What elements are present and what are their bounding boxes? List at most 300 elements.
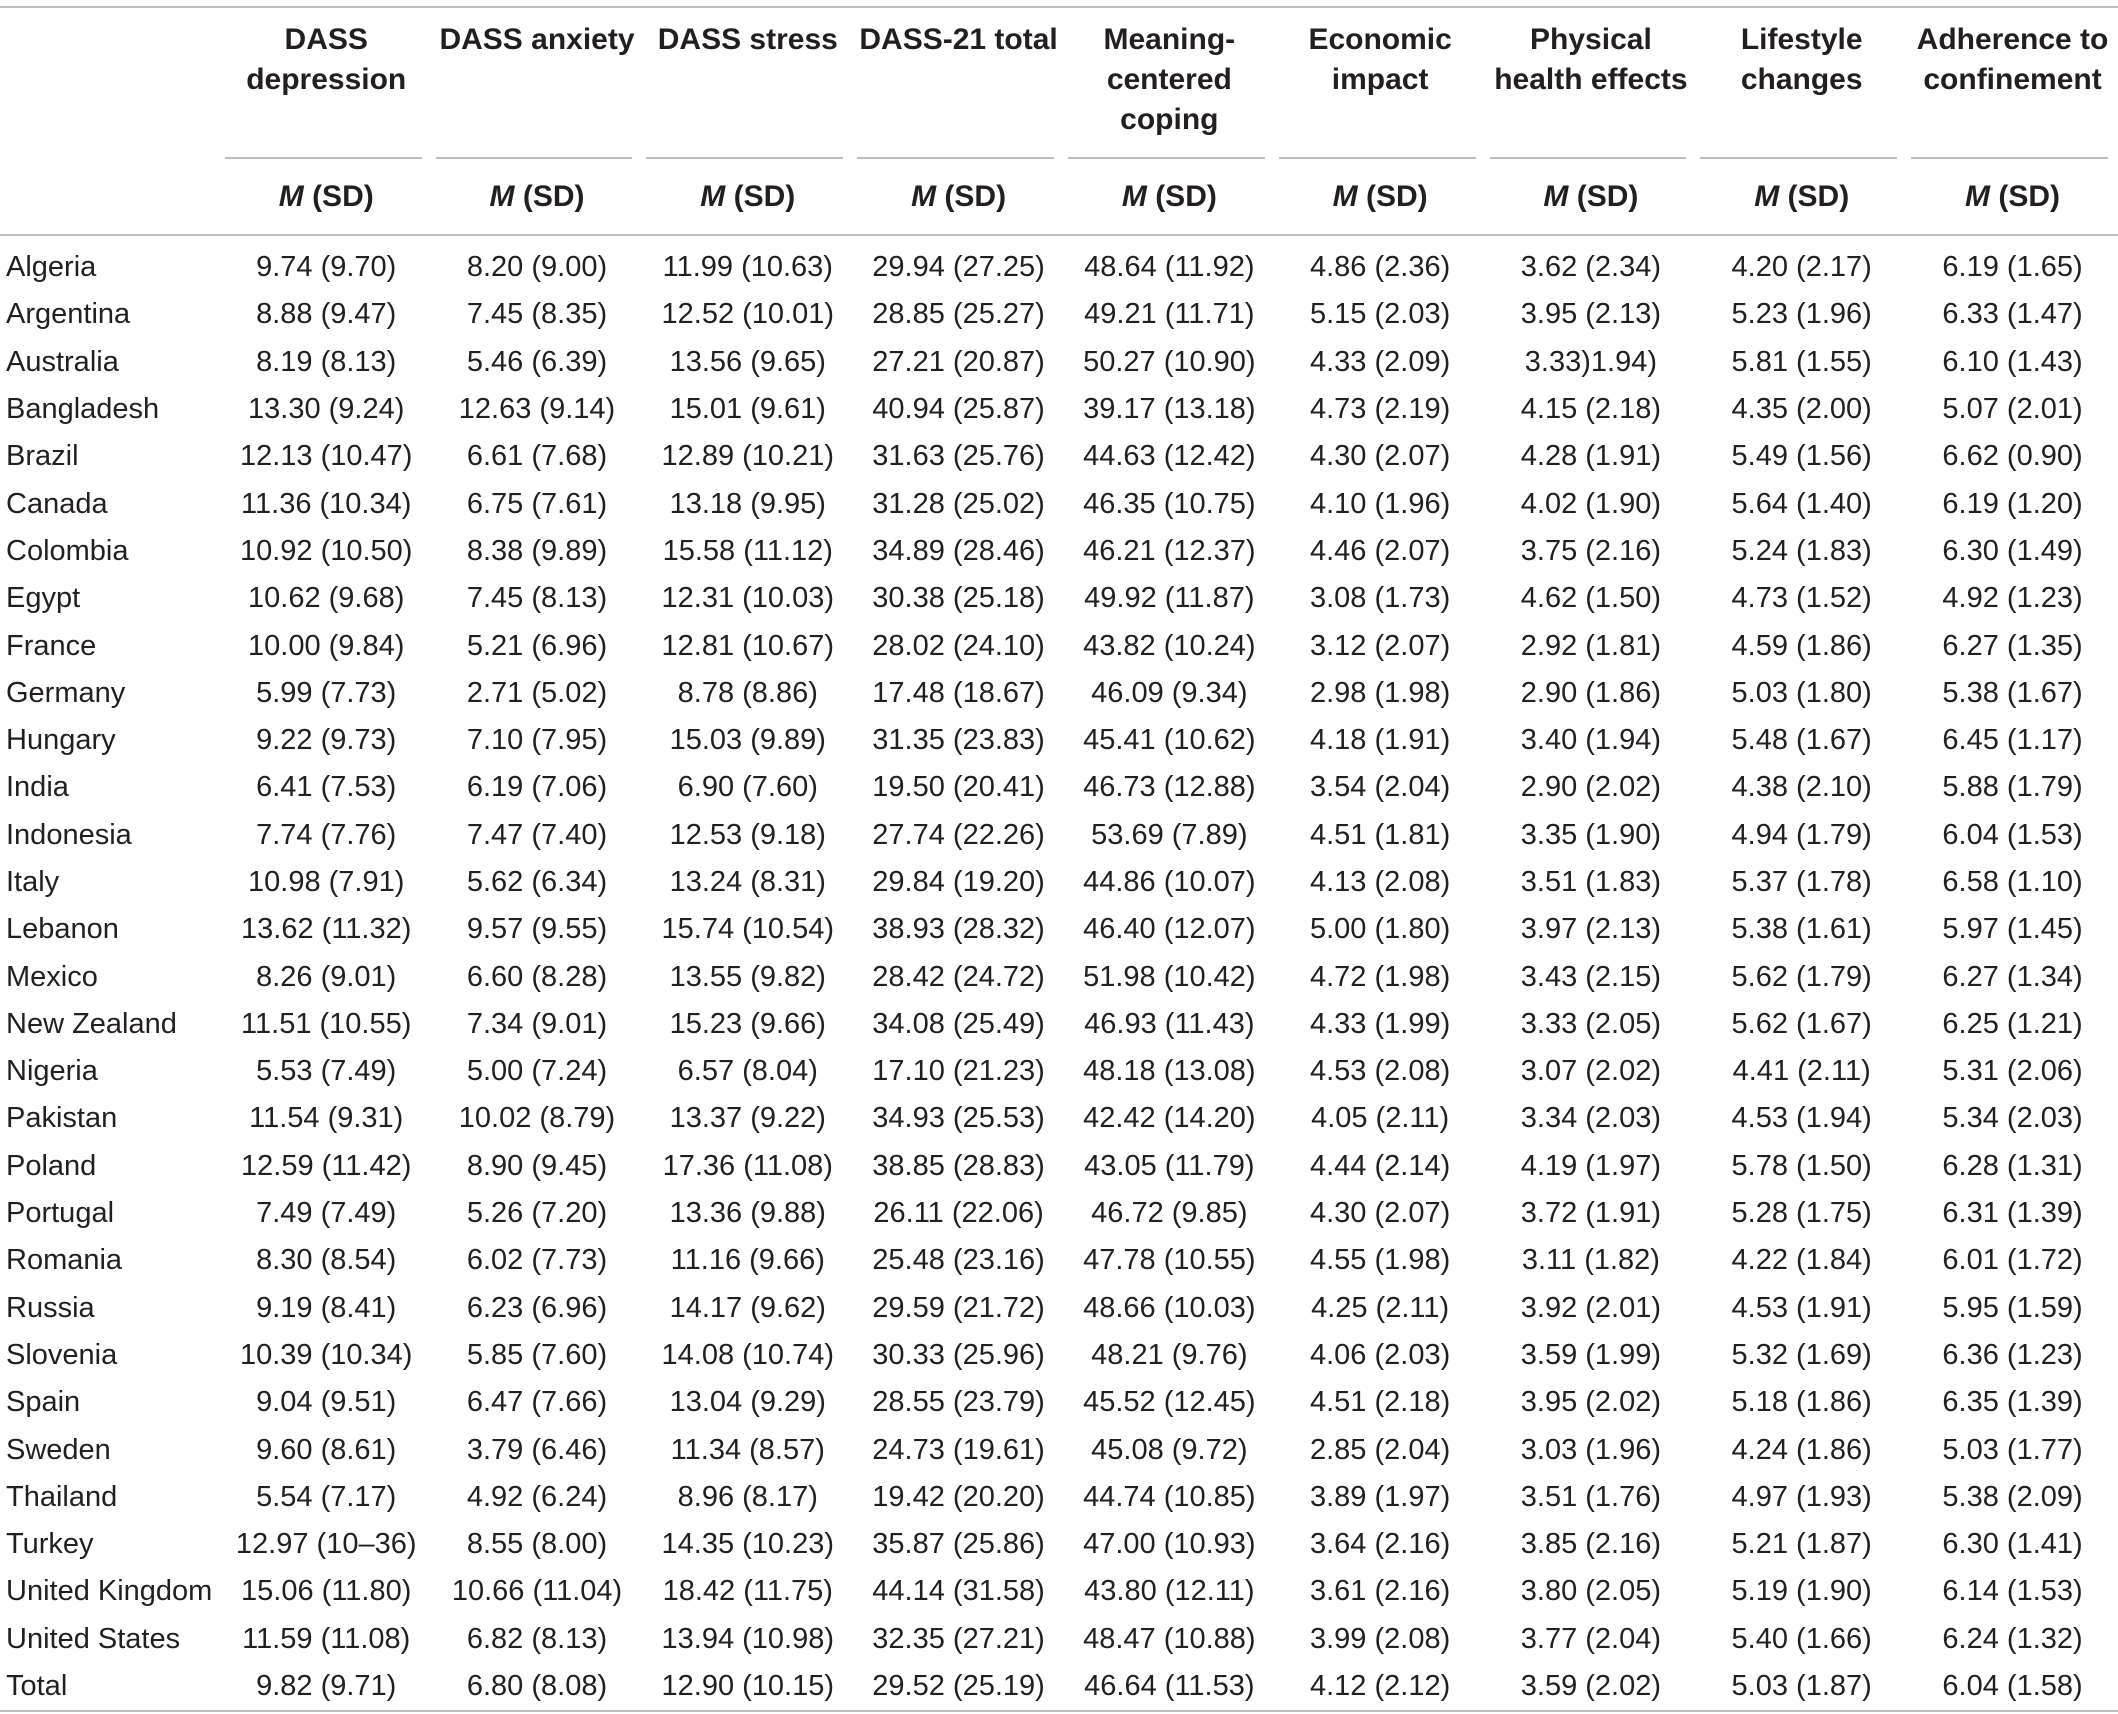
value-cell: 44.86 (10.07) [1083,866,1256,898]
column-header-label: DASS depression [246,23,407,96]
value-cell: 9.60 (8.61) [256,1433,397,1466]
value-cell: 6.57 (8.04) [677,1055,818,1088]
value-cell: 4.22 (1.84) [1731,1244,1872,1277]
value-cell: 13.30 (9.24) [248,393,405,426]
value-cell: 5.62 (6.34) [466,866,608,898]
country-cell: Australia [6,345,119,378]
value-cell: 46.40 (12.07) [1083,913,1256,946]
value-cell: 19.42 (20.20) [872,1480,1045,1513]
value-cell: 8.19 (8.13) [256,345,397,378]
subheader-sd: (SD) [733,180,796,213]
value-cell: 5.38 (1.67) [1942,676,2083,709]
value-cell: 5.26 (7.20) [466,1197,608,1230]
value-cell: 2.90 (1.86) [1520,676,1662,709]
subheader-mean-symbol: M [911,180,937,213]
value-cell: 4.25 (2.11) [1311,1291,1450,1324]
value-cell: 8.26 (9.01) [256,960,397,993]
value-cell: 11.54 (9.31) [249,1102,404,1135]
table-body [0,235,2118,1711]
value-cell: 4.73 (1.52) [1731,582,1872,615]
column-underline [646,157,843,159]
column-header-label: DASS stress [657,23,838,56]
value-cell: 3.59 (2.02) [1486,1663,1697,1711]
table-row [0,1095,2118,1142]
value-cell: 4.53 (1.94) [1731,1102,1872,1135]
value-cell: 3.12 (2.07) [1309,629,1451,662]
subheader-cell [1064,160,1275,235]
table-row [0,339,2118,386]
value-cell: 5.00 (1.80) [1309,913,1451,946]
value-cell: 15.74 (10.54) [661,913,835,946]
value-cell: 2.98 (1.98) [1309,676,1451,709]
table-row [0,1001,2118,1048]
value-cell: 47.78 (10.55) [1083,1244,1256,1277]
value-cell: 32.35 (27.21) [872,1622,1045,1655]
value-cell: 4.30 (2.07) [1309,440,1451,473]
value-cell: 31.28 (25.02) [872,487,1045,520]
value-cell: 8.78 (8.86) [677,676,818,709]
value-cell: 46.64 (11.53) [1064,1663,1275,1711]
value-cell: 6.04 (1.53) [1942,818,2083,851]
value-cell: 2.85 (2.04) [1309,1433,1451,1466]
value-cell: 13.55 (9.82) [669,960,826,993]
value-cell: 7.34 (9.01) [466,1007,608,1040]
value-cell: 6.35 (1.39) [1942,1386,2083,1419]
value-cell: 3.62 (2.34) [1520,251,1662,284]
value-cell: 4.24 (1.86) [1731,1433,1872,1466]
value-cell: 3.51 (1.83) [1520,866,1662,898]
subheader-cell [432,160,643,235]
value-cell: 38.85 (28.83) [872,1149,1045,1182]
value-cell: 10.39 (10.34) [239,1338,413,1371]
value-cell: 3.40 (1.94) [1520,724,1662,757]
country-cell: Lebanon [6,913,119,946]
value-cell: 6.47 (7.66) [466,1386,608,1419]
value-cell: 5.48 (1.67) [1731,724,1872,757]
value-cell: 4.33 (1.99) [1309,1007,1451,1040]
country-cell: Canada [6,487,108,520]
table-row [0,670,2118,717]
value-cell: 4.44 (2.14) [1309,1149,1451,1182]
value-cell: 12.81 (10.67) [661,629,835,662]
value-cell: 4.72 (1.98) [1309,960,1451,993]
value-cell: 28.55 (23.79) [872,1386,1045,1419]
value-cell: 8.38 (9.89) [466,534,608,567]
value-cell: 5.85 (7.60) [466,1338,608,1371]
country-cell: Russia [6,1291,95,1324]
country-cell: Algeria [6,251,97,284]
country-cell: Poland [6,1149,97,1182]
value-cell: 5.53 (7.49) [256,1055,397,1088]
country-cell: Argentina [6,298,131,331]
value-cell: 9.04 (9.51) [256,1386,397,1419]
country-cell: Bangladesh [6,393,160,426]
value-cell: 6.25 (1.21) [1942,1007,2083,1040]
value-cell: 3.95 (2.13) [1520,298,1662,331]
value-cell: 5.38 (2.09) [1942,1480,2083,1513]
value-cell: 5.19 (1.90) [1731,1575,1872,1608]
table-row [0,1568,2118,1615]
value-cell: 5.88 (1.79) [1942,771,2083,804]
value-cell: 8.55 (8.00) [466,1528,608,1561]
column-underline [857,157,1054,159]
table-row [0,859,2118,906]
value-cell: 4.53 (1.91) [1731,1291,1872,1324]
value-cell: 11.99 (10.63) [662,251,833,284]
value-cell: 8.88 (9.47) [256,298,397,331]
value-cell: 3.85 (2.16) [1520,1528,1662,1561]
value-cell: 5.95 (1.59) [1942,1291,2083,1324]
value-cell: 4.92 (6.24) [466,1480,608,1513]
subheader-sd: (SD) [1155,180,1217,213]
subheader-cell [853,160,1064,235]
table-total-row [0,1663,2118,1711]
value-cell: 4.12 (2.12) [1275,1663,1486,1711]
value-cell: 3.35 (1.90) [1520,818,1662,851]
value-cell: 12.59 (11.42) [241,1149,412,1182]
subheader-sd: (SD) [1787,180,1850,213]
table-row [0,291,2118,338]
value-cell: 5.81 (1.55) [1731,345,1872,378]
country-cell: Pakistan [6,1102,118,1135]
value-cell: 48.47 (10.88) [1083,1622,1256,1655]
subheader-cell [1696,160,1907,235]
table-row [0,1474,2118,1521]
subheader-cell [642,160,853,235]
value-cell: 6.31 (1.39) [1942,1197,2083,1230]
column-header [432,6,643,156]
value-cell: 10.00 (9.84) [248,629,405,662]
value-cell: 7.47 (7.40) [466,818,608,851]
value-cell: 24.73 (19.61) [872,1433,1045,1466]
value-cell: 31.63 (25.76) [872,440,1045,473]
value-cell: 5.37 (1.78) [1731,866,1872,898]
value-cell: 3.61 (2.16) [1309,1575,1451,1608]
value-cell: 6.28 (1.31) [1942,1149,2083,1182]
value-cell: 4.97 (1.93) [1731,1480,1872,1513]
value-cell: 3.34 (2.03) [1520,1102,1662,1135]
country-cell: United Kingdom [6,1575,213,1608]
value-cell: 3.75 (2.16) [1520,534,1662,567]
value-cell: 12.97 (10–36) [235,1528,417,1561]
column-header-label: Economic impact [1308,23,1452,96]
column-header [1907,6,2118,156]
value-cell: 3.97 (2.13) [1520,913,1662,946]
column-header [1486,6,1697,156]
value-cell: 8.90 (9.45) [466,1149,608,1182]
country-cell: Slovenia [6,1338,118,1371]
value-cell: 6.30 (1.41) [1942,1528,2083,1561]
value-cell: 4.55 (1.98) [1309,1244,1451,1277]
value-cell: 2.71 (5.02) [466,676,608,709]
subheader-mean-symbol: M [1754,180,1780,213]
subheader-sd: (SD) [312,180,374,213]
subheader-cell [1486,160,1697,235]
country-cell: Portugal [6,1197,115,1230]
value-cell: 11.34 (8.57) [670,1433,825,1466]
value-cell: 30.38 (25.18) [872,582,1045,615]
value-cell: 3.03 (1.96) [1520,1433,1662,1466]
value-cell: 5.31 (2.06) [1942,1055,2083,1088]
value-cell: 6.23 (6.96) [466,1291,608,1324]
value-cell: 13.37 (9.22) [669,1102,826,1135]
value-cell: 5.40 (1.66) [1731,1622,1872,1655]
subheader-cell [221,160,432,235]
subheader-mean-symbol: M [700,180,726,213]
value-cell: 35.87 (25.86) [872,1528,1045,1561]
value-cell: 5.54 (7.17) [256,1480,397,1513]
value-cell: 4.18 (1.91) [1309,724,1451,757]
subheader-mean-symbol: M [1332,180,1358,213]
value-cell: 4.51 (1.81) [1309,818,1451,851]
value-cell: 4.33 (2.09) [1309,345,1451,378]
value-cell: 6.27 (1.35) [1942,629,2083,662]
value-cell: 3.95 (2.02) [1520,1386,1662,1419]
value-cell: 7.45 (8.35) [466,298,608,331]
value-cell: 5.32 (1.69) [1731,1338,1872,1371]
value-cell: 5.34 (2.03) [1942,1102,2083,1135]
value-cell: 6.58 (1.10) [1942,866,2083,898]
value-cell: 51.98 (10.42) [1083,960,1256,993]
value-cell: 7.49 (7.49) [256,1197,397,1230]
value-cell: 44.14 (31.58) [872,1575,1045,1608]
value-cell: 5.03 (1.80) [1731,676,1872,709]
value-cell: 11.59 (11.08) [242,1622,411,1655]
value-cell: 39.17 (13.18) [1083,393,1256,426]
value-cell: 12.63 (9.14) [458,393,616,426]
country-cell: Romania [6,1244,123,1277]
table-row [0,622,2118,669]
column-header-label: Adherence to confinement [1916,23,2109,96]
country-cell: New Zealand [6,1007,177,1040]
value-cell: 17.48 (18.67) [872,676,1045,709]
value-cell: 13.36 (9.88) [669,1197,826,1230]
value-cell: 46.21 (12.37) [1083,534,1256,567]
value-cell: 48.64 (11.92) [1084,251,1255,284]
table-row [0,812,2118,859]
country-cell: Spain [6,1386,81,1419]
value-cell: 13.94 (10.98) [661,1622,835,1655]
table-row [0,1237,2118,1284]
value-cell: 5.49 (1.56) [1731,440,1872,473]
value-cell: 45.08 (9.72) [1091,1433,1248,1466]
column-header-label: Meaning-centered coping [1103,23,1236,136]
value-cell: 29.52 (25.19) [853,1663,1064,1711]
subheader-sd: (SD) [522,180,585,213]
value-cell: 53.69 (7.89) [1091,818,1248,851]
country-cell: France [6,629,97,662]
value-cell: 5.21 (1.87) [1731,1528,1872,1561]
subheader-sd: (SD) [1576,180,1639,213]
value-cell: 5.62 (1.79) [1731,960,1872,993]
column-header [1275,6,1486,156]
table-row [0,575,2118,622]
value-cell: 26.11 (22.06) [873,1197,1044,1230]
table-row [0,386,2118,433]
table-row [0,235,2118,291]
value-cell: 4.53 (2.08) [1309,1055,1451,1088]
value-cell: 5.03 (1.87) [1696,1663,1907,1711]
value-cell: 49.92 (11.87) [1084,582,1255,615]
value-cell: 8.96 (8.17) [677,1480,818,1513]
value-cell: 6.04 (1.58) [1907,1663,2118,1711]
value-cell: 3.08 (1.73) [1309,582,1451,615]
table-row [0,480,2118,527]
column-underline [1700,157,1897,159]
value-cell: 9.74 (9.70) [256,251,397,284]
value-cell: 3.43 (2.15) [1520,960,1662,993]
value-cell: 3.07 (2.02) [1520,1055,1662,1088]
value-cell: 5.62 (1.67) [1731,1007,1872,1040]
value-cell: 5.07 (2.01) [1942,393,2083,426]
value-cell: 6.60 (8.28) [466,960,608,993]
value-cell: 9.82 (9.71) [221,1663,432,1711]
column-header [1064,6,1275,156]
value-cell: 3.64 (2.16) [1309,1528,1451,1561]
value-cell: 4.06 (2.03) [1309,1338,1451,1371]
column-header [221,6,432,156]
value-cell: 46.35 (10.75) [1083,487,1256,520]
value-cell: 9.19 (8.41) [256,1291,397,1324]
value-cell: 31.35 (23.83) [872,724,1045,757]
value-cell: 5.18 (1.86) [1731,1386,1872,1419]
value-cell: 4.35 (2.00) [1731,393,1872,426]
value-cell: 3.72 (1.91) [1520,1197,1662,1230]
value-cell: 9.22 (9.73) [256,724,397,757]
value-cell: 6.41 (7.53) [256,771,397,804]
value-cell: 14.35 (10.23) [661,1528,835,1561]
value-cell: 48.66 (10.03) [1083,1291,1256,1324]
subheader-cell [1907,160,2118,235]
table-row [0,953,2118,1000]
value-cell: 14.17 (9.62) [669,1291,826,1324]
value-cell: 27.21 (20.87) [872,345,1045,378]
value-cell: 5.64 (1.40) [1731,487,1872,520]
value-cell: 4.05 (2.11) [1311,1102,1450,1135]
value-cell: 44.63 (12.42) [1083,440,1256,473]
value-cell: 6.62 (0.90) [1942,440,2083,473]
value-cell: 3.59 (1.99) [1520,1338,1662,1371]
country-cell: Indonesia [6,818,132,851]
value-cell: 6.36 (1.23) [1942,1338,2083,1371]
value-cell: 13.62 (11.32) [241,913,412,946]
country-cell: Nigeria [6,1055,98,1088]
header-row [0,6,2118,156]
country-cell: Italy [6,866,60,898]
value-cell: 4.30 (2.07) [1309,1197,1451,1230]
value-cell: 4.19 (1.97) [1520,1149,1662,1182]
column-underline [225,157,422,159]
value-cell: 5.97 (1.45) [1942,913,2083,946]
subheader-mean-symbol: M [1543,180,1569,213]
table-row [0,1285,2118,1332]
value-cell: 4.94 (1.79) [1731,818,1872,851]
value-cell: 44.74 (10.85) [1083,1480,1256,1513]
value-cell: 5.78 (1.50) [1731,1149,1872,1182]
column-header-label: Physical health effects [1494,23,1688,96]
column-underline [1490,157,1687,159]
value-cell: 4.13 (2.08) [1309,866,1451,898]
value-cell: 3.54 (2.04) [1309,771,1451,804]
country-column-header [0,6,221,156]
value-cell: 3.99 (2.08) [1309,1622,1451,1655]
results-table [0,6,2118,1712]
table-row [0,1190,2118,1237]
value-cell: 7.74 (7.76) [256,818,397,851]
value-cell: 3.51 (1.76) [1520,1480,1662,1513]
column-underline [436,157,633,159]
table-row [0,1379,2118,1426]
value-cell: 12.89 (10.21) [661,440,835,473]
value-cell: 29.84 (19.20) [872,866,1045,898]
subheader-mean-symbol: M [278,180,304,213]
value-cell: 9.57 (9.55) [466,913,608,946]
value-cell: 43.05 (11.79) [1084,1149,1255,1182]
value-cell: 4.15 (2.18) [1520,393,1662,426]
value-cell: 4.20 (2.17) [1731,251,1872,284]
value-cell: 5.99 (7.73) [256,676,397,709]
value-cell: 10.66 (11.04) [451,1575,623,1608]
value-cell: 34.89 (28.46) [872,534,1045,567]
value-cell: 6.30 (1.49) [1942,534,2083,567]
table-row [0,1521,2118,1568]
subheader-cell [1275,160,1486,235]
value-cell: 2.92 (1.81) [1520,629,1662,662]
value-cell: 49.21 (11.71) [1084,298,1255,331]
value-cell: 8.30 (8.54) [256,1244,397,1277]
value-cell: 43.80 (12.11) [1084,1575,1255,1608]
value-cell: 11.16 (9.66) [670,1244,825,1277]
value-cell: 4.10 (1.96) [1309,487,1451,520]
value-cell: 14.08 (10.74) [661,1338,835,1371]
value-cell: 15.23 (9.66) [669,1007,826,1040]
table-row [0,1143,2118,1190]
value-cell: 4.86 (2.36) [1309,251,1451,284]
value-cell: 7.10 (7.95) [466,724,608,757]
value-cell: 17.36 (11.08) [662,1149,833,1182]
value-cell: 11.51 (10.55) [241,1007,412,1040]
table-row [0,433,2118,480]
value-cell: 4.59 (1.86) [1731,629,1872,662]
column-underline [1279,157,1476,159]
column-header [642,6,853,156]
value-cell: 3.92 (2.01) [1520,1291,1662,1324]
value-cell: 6.80 (8.08) [432,1663,643,1711]
value-cell: 5.00 (7.24) [466,1055,608,1088]
table-row [0,1616,2118,1663]
subheader-sd: (SD) [1365,180,1428,213]
column-header [853,6,1064,156]
column-header-label: DASS anxiety [439,23,635,56]
value-cell: 46.09 (9.34) [1091,676,1248,709]
value-cell: 34.08 (25.49) [872,1007,1045,1040]
value-cell: 42.42 (14.20) [1083,1102,1256,1135]
country-cell: Total [0,1663,221,1711]
subheader-mean-symbol: M [1121,180,1147,213]
country-cell: India [6,771,69,804]
value-cell: 4.41 (2.11) [1732,1055,1871,1088]
value-cell: 11.36 (10.34) [241,487,412,520]
value-cell: 40.94 (25.87) [872,393,1045,426]
value-cell: 10.92 (10.50) [239,534,413,567]
value-cell: 29.94 (27.25) [872,251,1045,284]
value-cell: 28.02 (24.10) [872,629,1045,662]
value-cell: 6.61 (7.68) [466,440,608,473]
value-cell: 6.82 (8.13) [466,1622,608,1655]
value-cell: 27.74 (22.26) [872,818,1045,851]
value-cell: 3.89 (1.97) [1309,1480,1451,1513]
value-cell: 4.62 (1.50) [1520,582,1662,615]
